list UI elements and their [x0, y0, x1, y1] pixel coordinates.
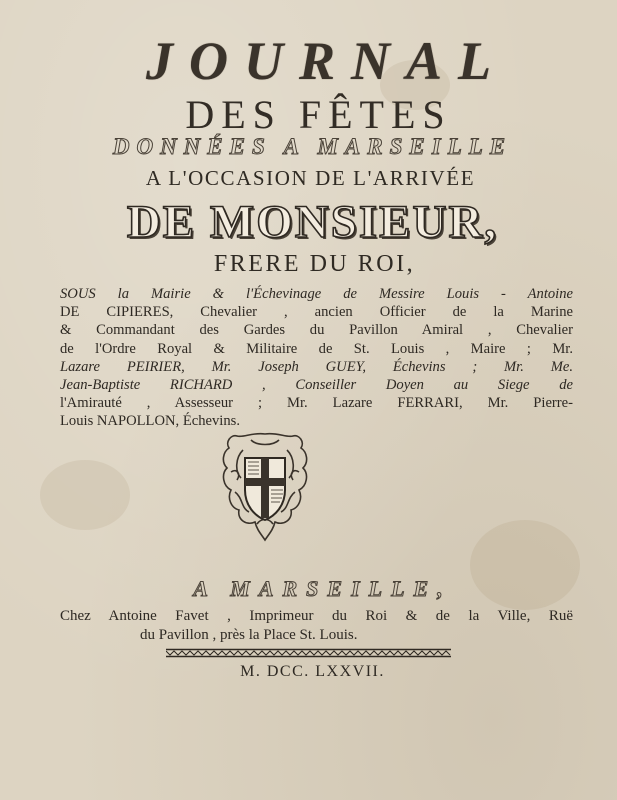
imprint-line: du Pavillon , près la Place St. Louis. — [140, 627, 358, 643]
title-journal: JOURNAL — [145, 31, 507, 91]
dedication-paragraph — [60, 285, 573, 431]
title-des-fetes: DES FÊTES — [185, 92, 452, 137]
imprint-printer — [60, 607, 573, 645]
ornamental-rule — [166, 648, 451, 658]
title-de-monsieur: DE MONSIEUR, — [126, 196, 499, 248]
title-donnees-a-marseille: DONNÉES A MARSEILLE — [112, 134, 513, 159]
dedication-line: Louis NAPOLLON, Échevins. — [60, 413, 240, 430]
imprint-line: Chez Antoine Favet , Imprimeur du Roi & de la Ville, Ruë — [60, 608, 573, 624]
title-occasion: A L'OCCASION DE L'ARRIVÉE — [145, 166, 476, 190]
dedication-line: DE CIPIERES, Chevalier , ancien Officier de la Marine — [60, 304, 573, 321]
dedication-line: & Commandant des Gardes du Pavillon Amiral , Chevalier — [60, 322, 573, 339]
dedication-line: Jean-Baptiste RICHARD , Conseiller Doyen au Siege de — [60, 377, 573, 394]
publication-date: M. DCC. LXXVII. — [240, 663, 385, 680]
dedication-line: de l'Ordre Royal & Militaire de St. Louis , Maire ; Mr. — [60, 340, 573, 357]
imprint-place: A MARSEILLE, — [193, 576, 452, 601]
dedication-line: l'Amirauté , Assesseur ; Mr. Lazare FERRARI, Mr. Pierre- — [60, 395, 573, 412]
title-frere-du-roi: FRERE DU ROI, — [213, 251, 416, 277]
dedication-line: SOUS la Mairie & l'Échevinage de Messire Louis - Antoine — [60, 286, 573, 302]
dedication-line: Lazare PEIRIER, Mr. Joseph GUEY, Échevins ; Mr. Me. — [60, 358, 573, 375]
coat-of-arms-icon — [213, 428, 317, 548]
